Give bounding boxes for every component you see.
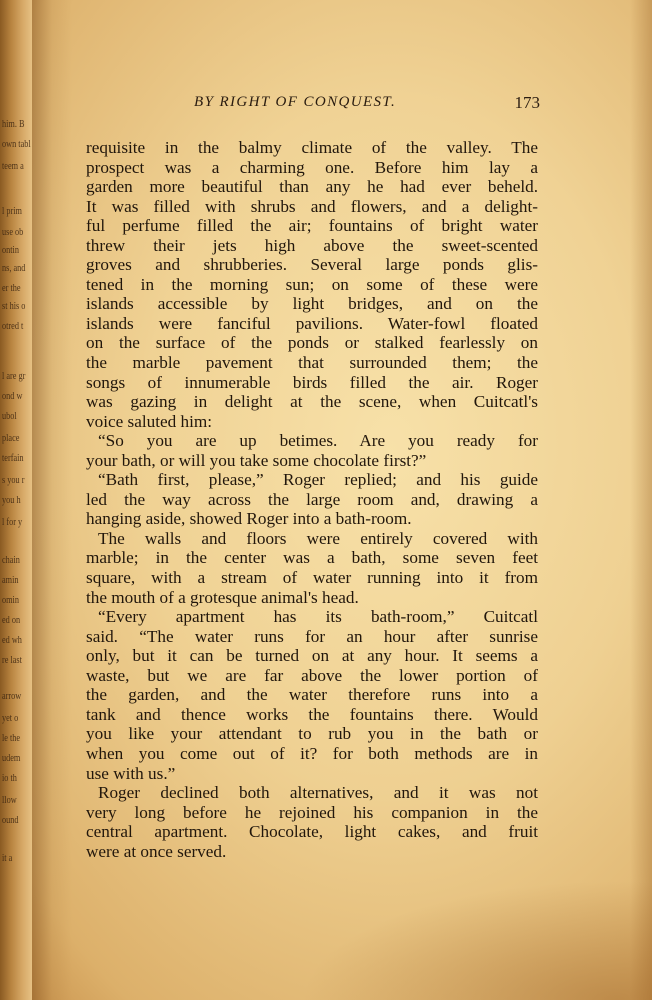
text-line: tank and thence works the fountains there. Would	[86, 704, 538, 724]
facing-page-fragment: ontin	[2, 244, 19, 256]
facing-page-fragment: udem	[2, 752, 21, 764]
facing-page-fragment: omin	[2, 594, 19, 606]
facing-page-fragment: yet o	[2, 712, 19, 724]
facing-page-fragment: it a	[2, 852, 13, 864]
facing-page-fragment: ubol	[2, 410, 17, 422]
facing-page-fragment: amin	[2, 574, 19, 586]
text-line: your bath, or will you take some chocolate first?”	[86, 450, 427, 470]
text-line: the garden, and the water therefore runs into a	[86, 685, 538, 705]
text-line: were at once served.	[86, 841, 227, 861]
body-text	[86, 138, 538, 861]
facing-page-fragment: use ob	[2, 226, 24, 238]
text-line: islands were fanciful pavilions. Water-fowl floated	[86, 313, 538, 333]
facing-page-fragment: ond w	[2, 390, 23, 402]
running-head: BY RIGHT OF CONQUEST.	[194, 94, 397, 110]
facing-page-fragment: teem a	[2, 160, 24, 172]
facing-page-fragment: s you r	[2, 474, 25, 486]
text-line: use with us.”	[86, 763, 176, 783]
text-line: when you come out of it? for both methods are in	[86, 743, 538, 763]
facing-page-fragment: place	[2, 432, 20, 444]
facing-page-fragment: chain	[2, 554, 20, 566]
text-line: was gazing in delight at the scene, when Cuitcatl's	[86, 392, 538, 412]
text-line: threw their jets high above the sweet-scented	[86, 235, 538, 255]
text-line: waste, but we are far above the lower portion of	[86, 665, 538, 685]
text-line: very long before he rejoined his companion in the	[86, 802, 538, 822]
text-line: square, with a stream of water running into it from	[86, 568, 538, 588]
facing-page-fragment: ound	[2, 814, 19, 826]
facing-page-fragment: own tabl	[2, 138, 31, 150]
facing-page-fragment: l are gr	[2, 370, 26, 382]
text-line: “So you are up betimes. Are you ready for	[98, 431, 538, 451]
facing-page-fragment: l for y	[2, 516, 23, 528]
facing-page-fragment: st his o	[2, 300, 26, 312]
paper-stain	[300, 880, 652, 1000]
text-line: Roger declined both alternatives, and it was not	[98, 783, 538, 803]
facing-page-fragment: io th	[2, 772, 17, 784]
page-header	[88, 94, 542, 116]
facing-page-fragment: l prim	[2, 205, 22, 217]
facing-page-fragment: er the	[2, 282, 21, 294]
text-line: requisite in the balmy climate of the valley. The	[86, 138, 538, 157]
text-line: the marble pavement that surrounded them; the	[86, 353, 538, 373]
facing-page-fragment: ns, and	[2, 262, 26, 274]
facing-page-fragment: ed on	[2, 614, 21, 626]
text-line: groves and shrubberies. Several large ponds glis-	[86, 255, 538, 275]
facing-page-fragment: terfain	[2, 452, 24, 464]
facing-page-fragment: otred t	[2, 320, 24, 332]
facing-page-fragment: le the	[2, 732, 21, 744]
text-line: led the way across the large room and, drawing a	[86, 489, 538, 509]
text-line: “Bath first, please,” Roger replied; and his guide	[98, 470, 538, 490]
text-line: the mouth of a grotesque animal's head.	[86, 587, 359, 607]
text-line: ful perfume filled the air; fountains of bright water	[86, 216, 538, 236]
text-line: on the surface of the ponds or stalked fearlessly on	[86, 333, 538, 353]
page-number: 173	[514, 93, 540, 112]
text-line: prospect was a charming one. Before him lay a	[86, 157, 538, 177]
text-line: “Every apartment has its bath-room,” Cuitcatl	[98, 607, 538, 627]
text-line: only, but it can be turned on at any hour. It seems a	[86, 646, 538, 666]
facing-page-fragment: re last	[2, 654, 22, 666]
facing-page-strip	[0, 0, 32, 1000]
facing-page-fragment: arrow	[2, 690, 22, 702]
text-line: The walls and floors were entirely covered with	[98, 528, 538, 548]
text-line: central apartment. Chocolate, light cakes, and fruit	[86, 822, 538, 842]
text-line: voice saluted him:	[86, 411, 213, 431]
gutter-shadow	[32, 0, 72, 1000]
text-line: islands accessible by light bridges, and on the	[86, 294, 538, 314]
facing-page-fragment: ed wh	[2, 634, 22, 646]
facing-page-fragment: him. B	[2, 118, 25, 130]
text-line: songs of innumerable birds filled the air. Roger	[86, 372, 538, 392]
text-line: tened in the morning sun; on some of these were	[86, 274, 538, 294]
text-line: hanging aside, showed Roger into a bath-room.	[86, 509, 412, 529]
text-line: you like your attendant to rub you in the bath or	[86, 724, 538, 744]
facing-page-fragment: llow	[2, 794, 17, 806]
facing-page-fragment: you h	[2, 494, 21, 506]
text-line: It was filled with shrubs and flowers, and a delight-	[86, 196, 538, 216]
text-line: said. “The water runs for an hour after sunrise	[86, 626, 538, 646]
text-line: marble; in the center was a bath, some seven feet	[86, 548, 538, 568]
text-line: garden more beautiful than any he had ever beheld.	[86, 177, 538, 197]
page-edge-shadow	[630, 0, 652, 1000]
